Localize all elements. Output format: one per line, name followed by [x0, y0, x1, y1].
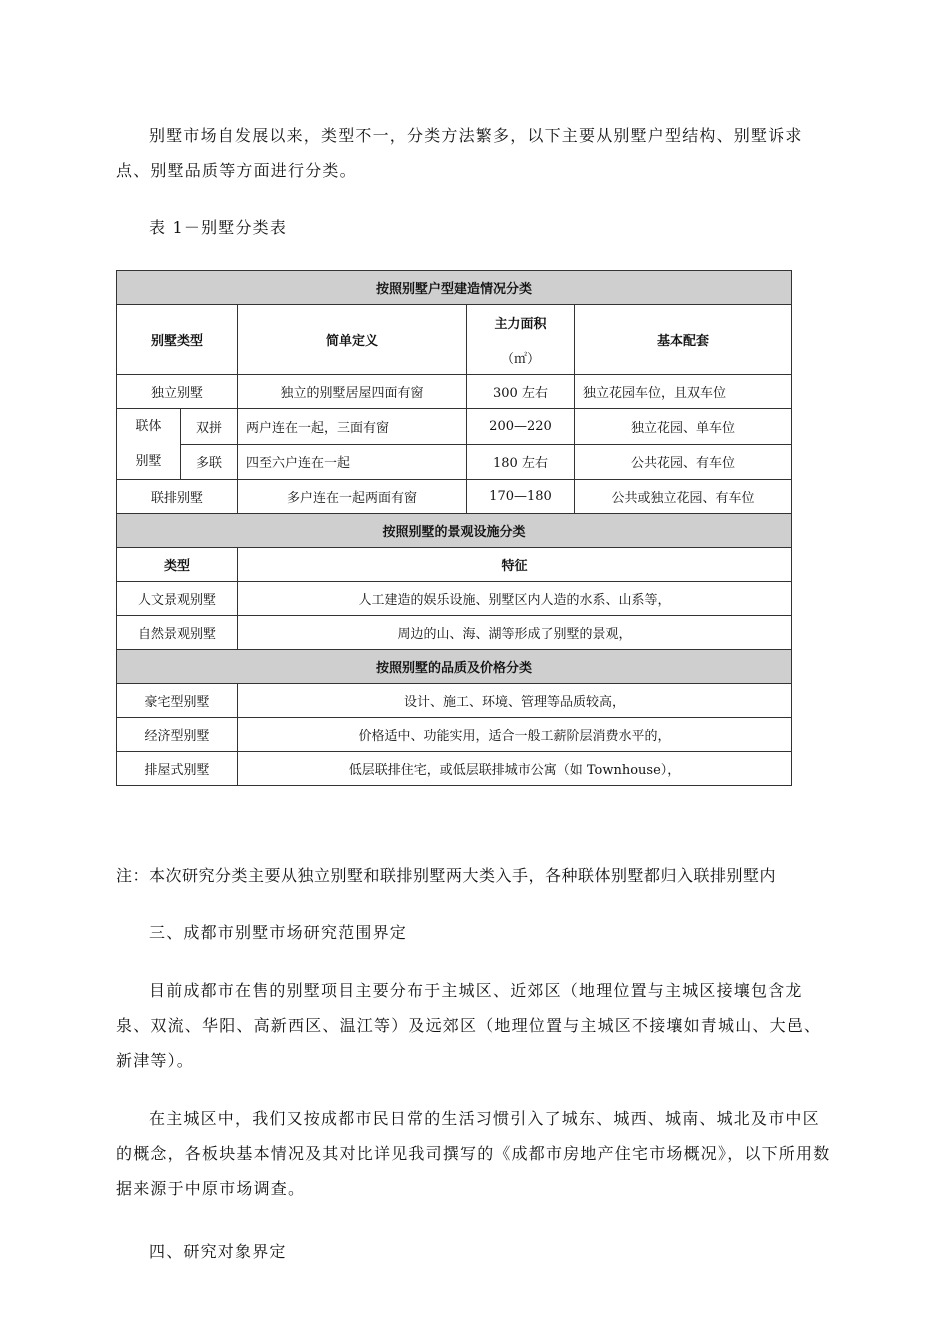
header-villa-type: 别墅类型	[117, 305, 238, 375]
header-area-unit: （㎡）	[500, 351, 540, 367]
villa-classification-table	[116, 270, 792, 786]
cell-type: 自然景观别墅	[117, 616, 238, 650]
header-definition: 简单定义	[238, 305, 467, 375]
table-note: 注：本次研究分类主要从独立别墅和联排别墅两大类入手，各种联体别墅都归入联排别墅内	[116, 866, 777, 885]
cell-area: 170—180	[467, 480, 575, 514]
section-header-row	[117, 514, 792, 548]
cell-definition: 独立的别墅居屋四面有窗	[238, 375, 467, 409]
cell-subtype: 多联	[181, 444, 238, 480]
section-title-quality: 按照别墅的品质及价格分类	[117, 650, 792, 684]
cell-definition: 四至六户连在一起	[238, 444, 467, 480]
cell-subtype: 双拼	[181, 409, 238, 445]
header-main-area	[467, 305, 575, 375]
cell-type: 排屋式别墅	[117, 752, 238, 786]
cell-feature: 人工建造的娱乐设施、别墅区内人造的水系、山系等，	[238, 582, 792, 616]
table-row	[117, 409, 792, 445]
header-facilities: 基本配套	[575, 305, 792, 375]
cell-feature: 价格适中、功能实用，适合一般工薪阶层消费水平的，	[238, 718, 792, 752]
table-row	[117, 718, 792, 752]
section-header-row	[117, 650, 792, 684]
section-heading-4: 四、研究对象界定	[149, 1242, 287, 1261]
cell-facilities: 独立花园、单车位	[575, 409, 792, 445]
cell-group-type	[117, 409, 181, 480]
header-area-label: 主力面积	[494, 316, 547, 332]
cell-area: 200—220	[467, 409, 575, 445]
cell-feature: 设计、施工、环境、管理等品质较高，	[238, 684, 792, 718]
cell-definition: 多户连在一起两面有窗	[238, 480, 467, 514]
cell-type: 经济型别墅	[117, 718, 238, 752]
table-row	[117, 752, 792, 786]
cell-area: 180 左右	[467, 444, 575, 480]
scope-paragraph: 目前成都市在售的别墅项目主要分布于主城区、近郊区（地理位置与主城区接壤包含龙泉、双流、华阳、高新西区、温江等）及远郊区（地理位置与主城区不接壤如青城山、大邑、新津等）。	[116, 981, 822, 1070]
table-row	[117, 616, 792, 650]
cell-type: 联排别墅	[117, 480, 238, 514]
table-caption: 表 1－别墅分类表	[149, 218, 288, 237]
table-header-row	[117, 305, 792, 375]
cell-type: 独立别墅	[117, 375, 238, 409]
table-row	[117, 444, 792, 480]
cell-definition: 两户连在一起，三面有窗	[238, 409, 467, 445]
table-header-row	[117, 548, 792, 582]
section-title-landscape: 按照别墅的景观设施分类	[117, 514, 792, 548]
intro-paragraph: 别墅市场自发展以来，类型不一，分类方法繁多，以下主要从别墅户型结构、别墅诉求点、别墅品质等方面进行分类。	[116, 126, 803, 180]
table-row	[117, 684, 792, 718]
section-heading-3: 三、成都市别墅市场研究范围界定	[149, 923, 408, 942]
cell-feature: 低层联排住宅，或低层联排城市公寓（如 Townhouse），	[238, 752, 792, 786]
table-row	[117, 480, 792, 514]
cell-facilities: 独立花园车位，且双车位	[575, 375, 792, 409]
cell-type: 豪宅型别墅	[117, 684, 238, 718]
header-type: 类型	[117, 548, 238, 582]
section-title-structure: 按照别墅户型建造情况分类	[117, 271, 792, 305]
city-districts-paragraph: 在主城区中，我们又按成都市民日常的生活习惯引入了城东、城西、城南、城北及市中区的概念，各板块基本情况及其对比详见我司撰写的《成都市房地产住宅市场概况》，以下所用数据来源于中原市场调查。	[116, 1109, 831, 1198]
cell-facilities: 公共或独立花园、有车位	[575, 480, 792, 514]
group-type-line2: 别墅	[135, 454, 162, 469]
cell-type: 人文景观别墅	[117, 582, 238, 616]
table-row	[117, 375, 792, 409]
header-feature: 特征	[238, 548, 792, 582]
cell-facilities: 公共花园、有车位	[575, 444, 792, 480]
table-row	[117, 582, 792, 616]
group-type-line1: 联体	[135, 419, 162, 434]
cell-feature: 周边的山、海、湖等形成了别墅的景观，	[238, 616, 792, 650]
cell-area: 300 左右	[467, 375, 575, 409]
section-header-row	[117, 271, 792, 305]
